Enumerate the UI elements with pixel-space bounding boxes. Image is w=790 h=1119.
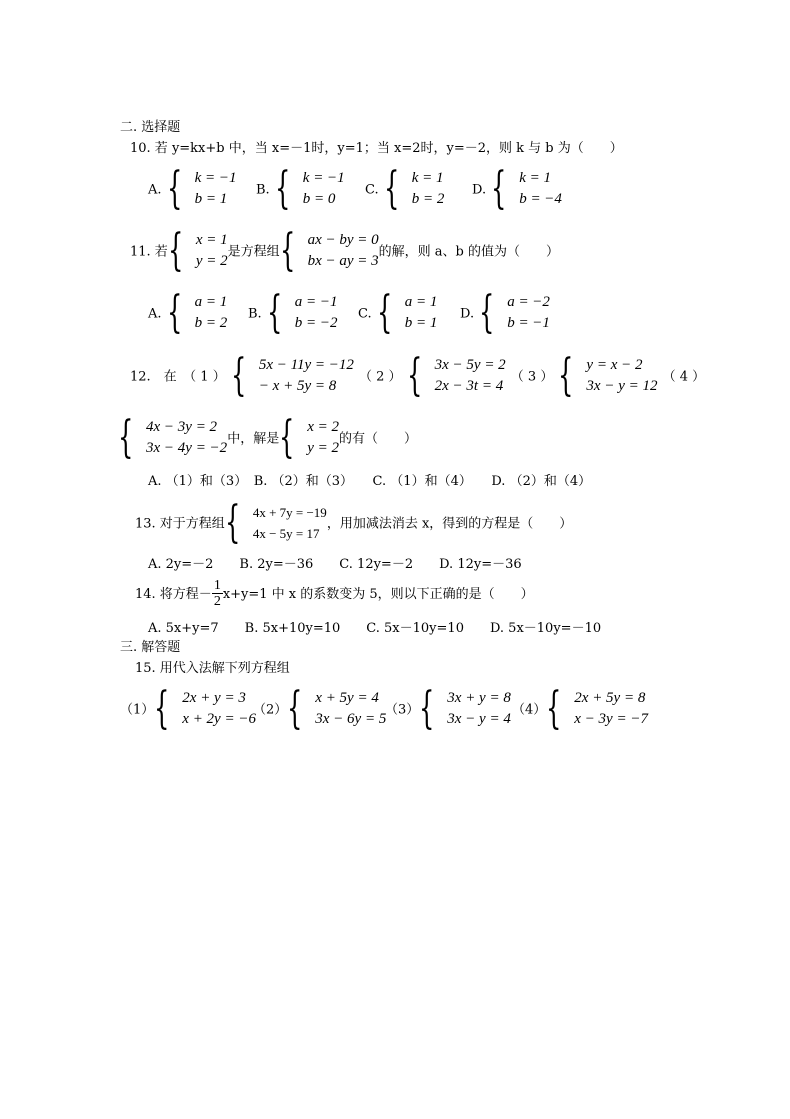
part-label: （1）: [120, 702, 155, 718]
q15-part-2: （2） { x + 5y = 4 3x − 6y = 5: [253, 683, 387, 734]
equation: 2x − 3t = 4: [434, 378, 504, 394]
equation: y = x − 2: [586, 357, 643, 373]
equation: a = −2: [507, 294, 550, 310]
equation: b = −4: [519, 191, 562, 207]
equation: a = 1: [194, 294, 228, 310]
equation: 3x − y = 4: [447, 711, 511, 727]
q12-options: A. （1）和（3） B. （2）和（3） C. （1）和（4） D. （2）和（4）: [148, 474, 592, 489]
option-label: C.: [365, 182, 379, 198]
q11-option-b: B. { a = −1 b = −2: [248, 287, 338, 338]
equation: b = 1: [404, 315, 438, 331]
q12-stem-line1: 12. 在 （ 1 ） { 5x − 11y = −12 − x + 5y = 8 （ 2 ） { 3x − 5y = 2 2x − 3t = 4 （ 3 ） { y = x − 2 3x − y = 12 （ 4 ）: [130, 350, 706, 401]
option-label: B.: [248, 306, 262, 322]
equation: b = 2: [194, 315, 228, 331]
equation: x − 3y = −7: [574, 711, 648, 727]
q13-options: A. 2y=－2 B. 2y=－36 C. 12y=－2 D. 12y=－36: [148, 557, 522, 572]
q12-label-2: （ 2 ）: [358, 369, 402, 385]
q14-stem: [135, 578, 534, 609]
q11-option-c: C. { a = 1 b = 1: [358, 287, 438, 338]
equation: 4x + 7y = −19: [252, 505, 327, 520]
equation: 5x − 11y = −12: [258, 357, 354, 373]
equation: x + 2y = −6: [182, 711, 256, 727]
equation: ax − by = 0: [307, 232, 379, 248]
equation: a = −1: [294, 294, 338, 310]
q11-suffix: 的解，则 a、b 的值为（ ）: [378, 244, 560, 260]
q10-option-b: B. { k = −1 b = 0: [256, 163, 345, 214]
equation: x + 5y = 4: [315, 690, 379, 706]
equation: x = 1: [195, 232, 228, 248]
q15-part-1: （1） { 2x + y = 3 x + 2y = −6: [120, 683, 256, 734]
equation: b = 0: [302, 191, 336, 207]
part-label: （2）: [253, 702, 288, 718]
equation: x = 2: [307, 419, 339, 435]
q14-prefix: 14. 将方程－: [135, 587, 212, 602]
equation: k = 1: [519, 170, 551, 186]
equation: 3x − 4y = −2: [146, 440, 228, 456]
q13-stem: 13. 对于方程组 { 4x + 7y = −19 4x − 5y = 17 ，用加减法消去 x，得到的方程是（ ）: [135, 497, 573, 548]
q11-option-d: D. { a = −2 b = −1: [460, 287, 550, 338]
option-label: B.: [256, 182, 270, 198]
equation: b = 2: [411, 191, 445, 207]
q13-prefix: 13. 对于方程组: [135, 516, 225, 532]
q12-prefix: 12. 在 （ 1 ）: [130, 369, 226, 385]
equation: b = −1: [507, 315, 550, 331]
equation: k = −1: [194, 170, 237, 186]
equation: b = 1: [194, 191, 228, 207]
q15-stem: 15. 用代入法解下列方程组: [135, 661, 290, 676]
fraction: [212, 578, 223, 609]
option-label: A.: [148, 182, 162, 198]
q12-suffix: 的有（ ）: [338, 431, 417, 447]
equation: − x + 5y = 8: [258, 378, 337, 394]
equation: 3x − 6y = 5: [315, 711, 387, 727]
fraction-numerator: 1: [213, 578, 221, 593]
q10-option-a: A. { k = −1 b = 1: [148, 163, 237, 214]
fraction-denominator: 2: [213, 594, 221, 609]
equation: 3x − 5y = 2: [434, 357, 506, 373]
section-title-choice: 二. 选择题: [120, 120, 181, 135]
q10-stem: 10. 若 y=kx+b 中，当 x=－1时，y=1；当 x=2时，y=－2，则 k 与 b 为（ ）: [130, 141, 623, 156]
q12-label-4: （ 4 ）: [662, 369, 706, 385]
q11-stem: 11. 若 { x = 1 y = 2 是方程组 { ax − by = 0 bx − ay = 3 的解，则 a、b 的值为（ ）: [130, 225, 560, 276]
equation: a = 1: [404, 294, 438, 310]
option-label: A.: [148, 306, 162, 322]
part-label: （3）: [385, 702, 420, 718]
q12-mid: 中，解是: [227, 431, 280, 447]
equation: 4x − 5y = 17: [252, 526, 320, 541]
equation: y = 2: [307, 440, 339, 456]
equation: b = −2: [294, 315, 338, 331]
option-label: D.: [460, 306, 475, 322]
q14-options: A. 5x+y=7 B. 5x+10y=10 C. 5x－10y=10 D. 5x－10y=－10: [148, 621, 602, 636]
part-label: （4）: [512, 702, 547, 718]
q11-mid: 是方程组: [227, 244, 280, 260]
q15-part-4: （4） { 2x + 5y = 8 x − 3y = −7: [512, 683, 648, 734]
equation: 3x + y = 8: [447, 690, 511, 706]
equation: 4x − 3y = 2: [146, 419, 218, 435]
q14-suffix: x+y=1 中 x 的系数变为 5，则以下正确的是（ ）: [222, 587, 534, 602]
equation: 2x + y = 3: [182, 690, 246, 706]
option-label: D.: [472, 182, 487, 198]
equation: 2x + 5y = 8: [574, 690, 646, 706]
q15-part-3: （3） { 3x + y = 8 3x − y = 4: [385, 683, 511, 734]
option-label: C.: [358, 306, 372, 322]
q12-stem-line2: { 4x − 3y = 2 3x − 4y = −2 中，解是 { x = 2 y = 2 的有（ ）: [118, 412, 417, 463]
equation: y = 2: [195, 253, 228, 269]
q13-suffix: ，用加减法消去 x，得到的方程是（ ）: [326, 516, 573, 532]
q10-option-c: C. { k = 1 b = 2: [365, 163, 445, 214]
section-title-answer: 三. 解答题: [120, 640, 181, 655]
q11-option-a: A. { a = 1 b = 2: [148, 287, 228, 338]
q10-option-d: D. { k = 1 b = −4: [472, 163, 562, 214]
q11-prefix: 11. 若: [130, 244, 168, 260]
equation: k = 1: [411, 170, 444, 186]
equation: k = −1: [302, 170, 345, 186]
q12-label-3: （ 3 ）: [510, 369, 554, 385]
equation: bx − ay = 3: [307, 253, 379, 269]
equation: 3x − y = 12: [586, 378, 658, 394]
